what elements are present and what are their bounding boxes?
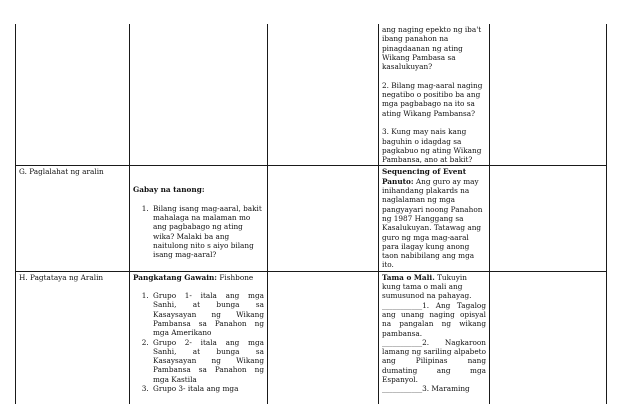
text-line: Pambansa, ano at bakit? [382, 155, 473, 165]
table-cell [268, 166, 379, 271]
text-line [382, 71, 486, 80]
table-cell [490, 24, 607, 166]
text-line: pinagdaanan ng ating [382, 43, 463, 53]
row-label-text: G. Paglalahat ng aralin [19, 167, 104, 177]
list-item: 2. Grupo 2- itala ang mga Sanhi, at bunga sa Kasaysayan ng Wikang Pambansa sa Panahon ng mga Kastila [151, 338, 264, 384]
tama-o-mali-cell [379, 271, 490, 404]
text-line: mga pagbabago na ito sa [382, 99, 475, 109]
table-cell [490, 271, 607, 404]
panuto-label: Panuto: [382, 176, 414, 186]
table-cell [16, 24, 130, 166]
quiz-item-3: ___________3. Maraming [382, 384, 470, 394]
text-line: baguhin o idagdag sa [382, 136, 462, 146]
text-line [382, 118, 486, 127]
table-cell [268, 24, 379, 166]
text-line: pagkabuo ng ating Wikang [382, 145, 482, 155]
reflection-questions-cell [379, 24, 490, 166]
text-line: 2. Bilang mag-aaral naging [382, 80, 483, 90]
text-line: ating Wikang Pambansa? [382, 108, 476, 118]
panuto-text: Ang guro ay may inihandang plakards na naglalaman ng mga pangyayari noong Panahon ng 1987 Hanggang sa Kasalukuyan. Tatawag ang guro ng mga mag-aaral para ilagay kung anong taon nabibilang ang mga ito. [382, 176, 483, 270]
gawain-cell [130, 271, 268, 404]
text-line: ang naging epekto ng iba't [382, 25, 482, 34]
table-cell [130, 24, 268, 166]
list-item: 1. Bilang isang mag-aaral, bakit mahalaga na malaman mo ang pagbabago ng ating wika? Malaki ba ang naitulong nito s aiyo bilang isang mag-aaral? [151, 204, 264, 260]
gabay-list [133, 204, 264, 260]
groups-list [133, 291, 264, 393]
gabay-title: Gabay na tanong: [133, 185, 205, 195]
row-label-text: H. Pagtataya ng Aralin [19, 272, 104, 282]
list-item: 3. Grupo 3- itala ang mga [151, 384, 264, 393]
lesson-plan-table [15, 24, 607, 404]
text-line: ibang panahon na [382, 34, 449, 44]
sequencing-title: Sequencing of Event [382, 167, 467, 177]
tama-text: Tukuyin kung tama o mali ang sumusunod na pahayag. [382, 272, 472, 301]
row-label-pagtataya [16, 271, 130, 404]
table-row [16, 24, 607, 166]
gabay-cell [130, 166, 268, 271]
sequencing-cell [379, 166, 490, 271]
text-line: 3. Kung may nais kang [382, 127, 467, 137]
text-line: negatibo o positibo ba ang [382, 90, 481, 100]
quiz-item-1: ___________1. Ang Tagalog ang unang naging opisyal na pangalan ng wikang pambansa. [382, 300, 486, 338]
gawain-type: Fishbone [217, 272, 254, 282]
tama-title: Tama o Mali. [382, 272, 435, 282]
text-line: kasalukuyan? [382, 62, 433, 72]
gawain-title: Pangkatang Gawain: [133, 272, 217, 282]
table-row [16, 271, 607, 404]
table-cell [490, 166, 607, 271]
list-item: 1. Grupo 1- itala ang mga Sanhi, at bunga sa Kasaysayan ng Wikang Pambansa sa Panahon ng mga Amerikano [151, 291, 264, 337]
row-label-paglalahat [16, 166, 130, 271]
table-cell [268, 271, 379, 404]
quiz-item-2: ___________2. Nagkaroon lamang ng sariling alpabeto ang Pilipinas nang dumating ang mga Espanyol. [382, 337, 486, 384]
text-line: Wikang Pambasa sa [382, 52, 456, 62]
table-row [16, 166, 607, 271]
